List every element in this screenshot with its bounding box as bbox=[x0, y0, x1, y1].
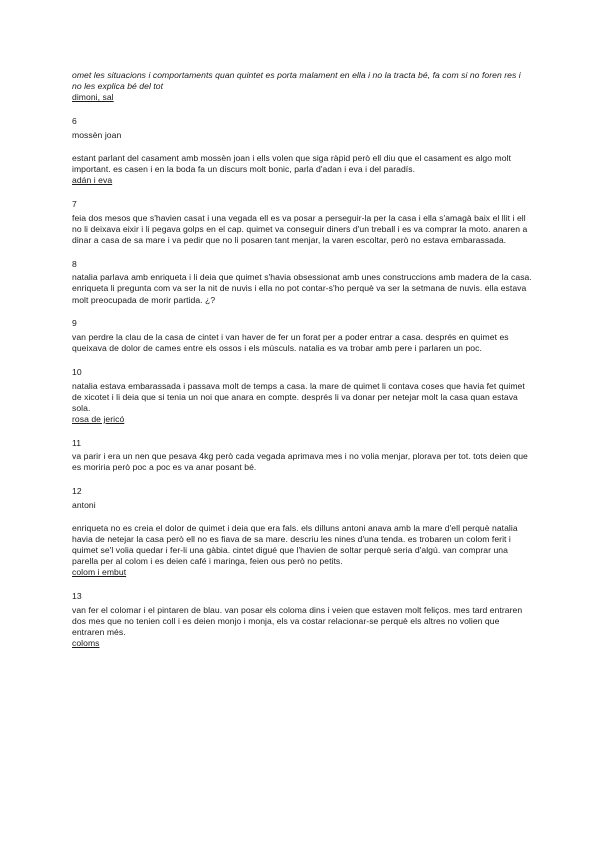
section-8 bbox=[72, 259, 532, 306]
section-underlined-note: coloms bbox=[72, 638, 100, 649]
section-number: 10 bbox=[72, 366, 82, 377]
section-character-name: mossèn joan bbox=[72, 129, 122, 140]
section-number: 12 bbox=[72, 486, 82, 497]
section-number: 8 bbox=[72, 258, 77, 269]
section-13 bbox=[72, 591, 532, 649]
intro-block bbox=[72, 70, 532, 103]
section-summary-text: va parir i era un nen que pesava 4kg però cada vegada aprimava mes i no volia menjar, plorava per tot. tots deien que es moriria però poc a poc es va anar posant bé. bbox=[72, 451, 528, 473]
section-underlined-note: adán i eva bbox=[72, 175, 113, 186]
section-summary-text: van fer el colomar i el pintaren de blau. van posar els coloma dins i veien que estaven molt feliços. mes tard entraren dos mes que no tenien coll i es deien monjo i monja, els va costar relacionar-se perquè els altres no volien que entraren més. bbox=[72, 604, 523, 638]
section-number: 13 bbox=[72, 591, 82, 602]
section-7 bbox=[72, 199, 532, 246]
section-11 bbox=[72, 438, 532, 474]
document-page bbox=[72, 70, 532, 662]
section-summary-text: estant parlant del casament amb mossèn joan i ells volen que siga ràpid però ell diu que el casament es algo molt important. es casen i en la boda fa un discurs molt bonic, parla d'adan i eva i del paradís. bbox=[72, 152, 511, 175]
section-10 bbox=[72, 367, 532, 425]
section-summary-text: enriqueta no es creia el dolor de quimet i deia que era fals. els dilluns antoni anava amb la mare d'ell perquè natalia havia de netejar la casa però ell no es fiava de sa mare. descriu les nines d'una tenda. es trobaren un colom ferit i quimet se'l volia quedar i fer-li una gàbia. cintet digué que l'havien de soltar perquè seria d'algú. van comprar una parella per al colom i es deien café i maringa, feien ous però no petits. bbox=[72, 523, 518, 567]
sections-list bbox=[72, 116, 532, 649]
section-character-name: antoni bbox=[72, 499, 96, 510]
intro-text: omet les situacions i comportaments quan quintet es porta malament en ella i no la tracta bé, fa com si no foren res i no les explica bé del tot bbox=[72, 70, 521, 92]
section-12 bbox=[72, 486, 532, 578]
section-summary-text: natalia parlava amb enriqueta i li deia que quimet s'havia obsessionat amb unes construccions amb madera de la casa. enriqueta li pregunta com va ser la nit de nuvis i ella no pot contar-s'ho perquè va ser la setmana de nuvis. ella estava molt preocupada de morir partida. ¿? bbox=[72, 272, 532, 305]
section-underlined-note: colom i embut bbox=[72, 567, 127, 578]
section-underlined-note: rosa de jericó bbox=[72, 413, 125, 424]
section-number: 7 bbox=[72, 199, 77, 210]
section-summary-text: feia dos mesos que s'havien casat i una vegada ell es va posar a perseguir-la per la casa i ella s'amagà baix el llit i ell no li deixava eixir i li pegava golps en el cap. quimet va conseguir diners d'un treball i es va comprar la moto. anaren a dinar a casa de sa mare i va pedir que no li posaren tant menjar, la varen escoltar, però no estava embarassada. bbox=[72, 212, 528, 245]
section-number: 11 bbox=[72, 437, 82, 448]
section-number: 9 bbox=[72, 318, 77, 329]
section-9 bbox=[72, 318, 532, 354]
section-6 bbox=[72, 116, 532, 186]
section-summary-text: van perdre la clau de la casa de cintet i van haver de fer un forat per a poder entrar a casa. després en quimet es queixava de dolor de cames entre els ossos i els músculs. natalia es va trobar amb pere i parlaren un poc. bbox=[72, 331, 509, 354]
section-number: 6 bbox=[72, 116, 77, 127]
section-summary-text: natalia estava embarassada i passava molt de temps a casa. la mare de quimet li contava coses que havia fet quimet de xicotet i li deia que si tenia un noi que anara en compte. després li va donar per netejar molt la casa quan estava sola. bbox=[72, 380, 525, 413]
intro-underlined-note: dimoni, sal bbox=[72, 92, 114, 103]
